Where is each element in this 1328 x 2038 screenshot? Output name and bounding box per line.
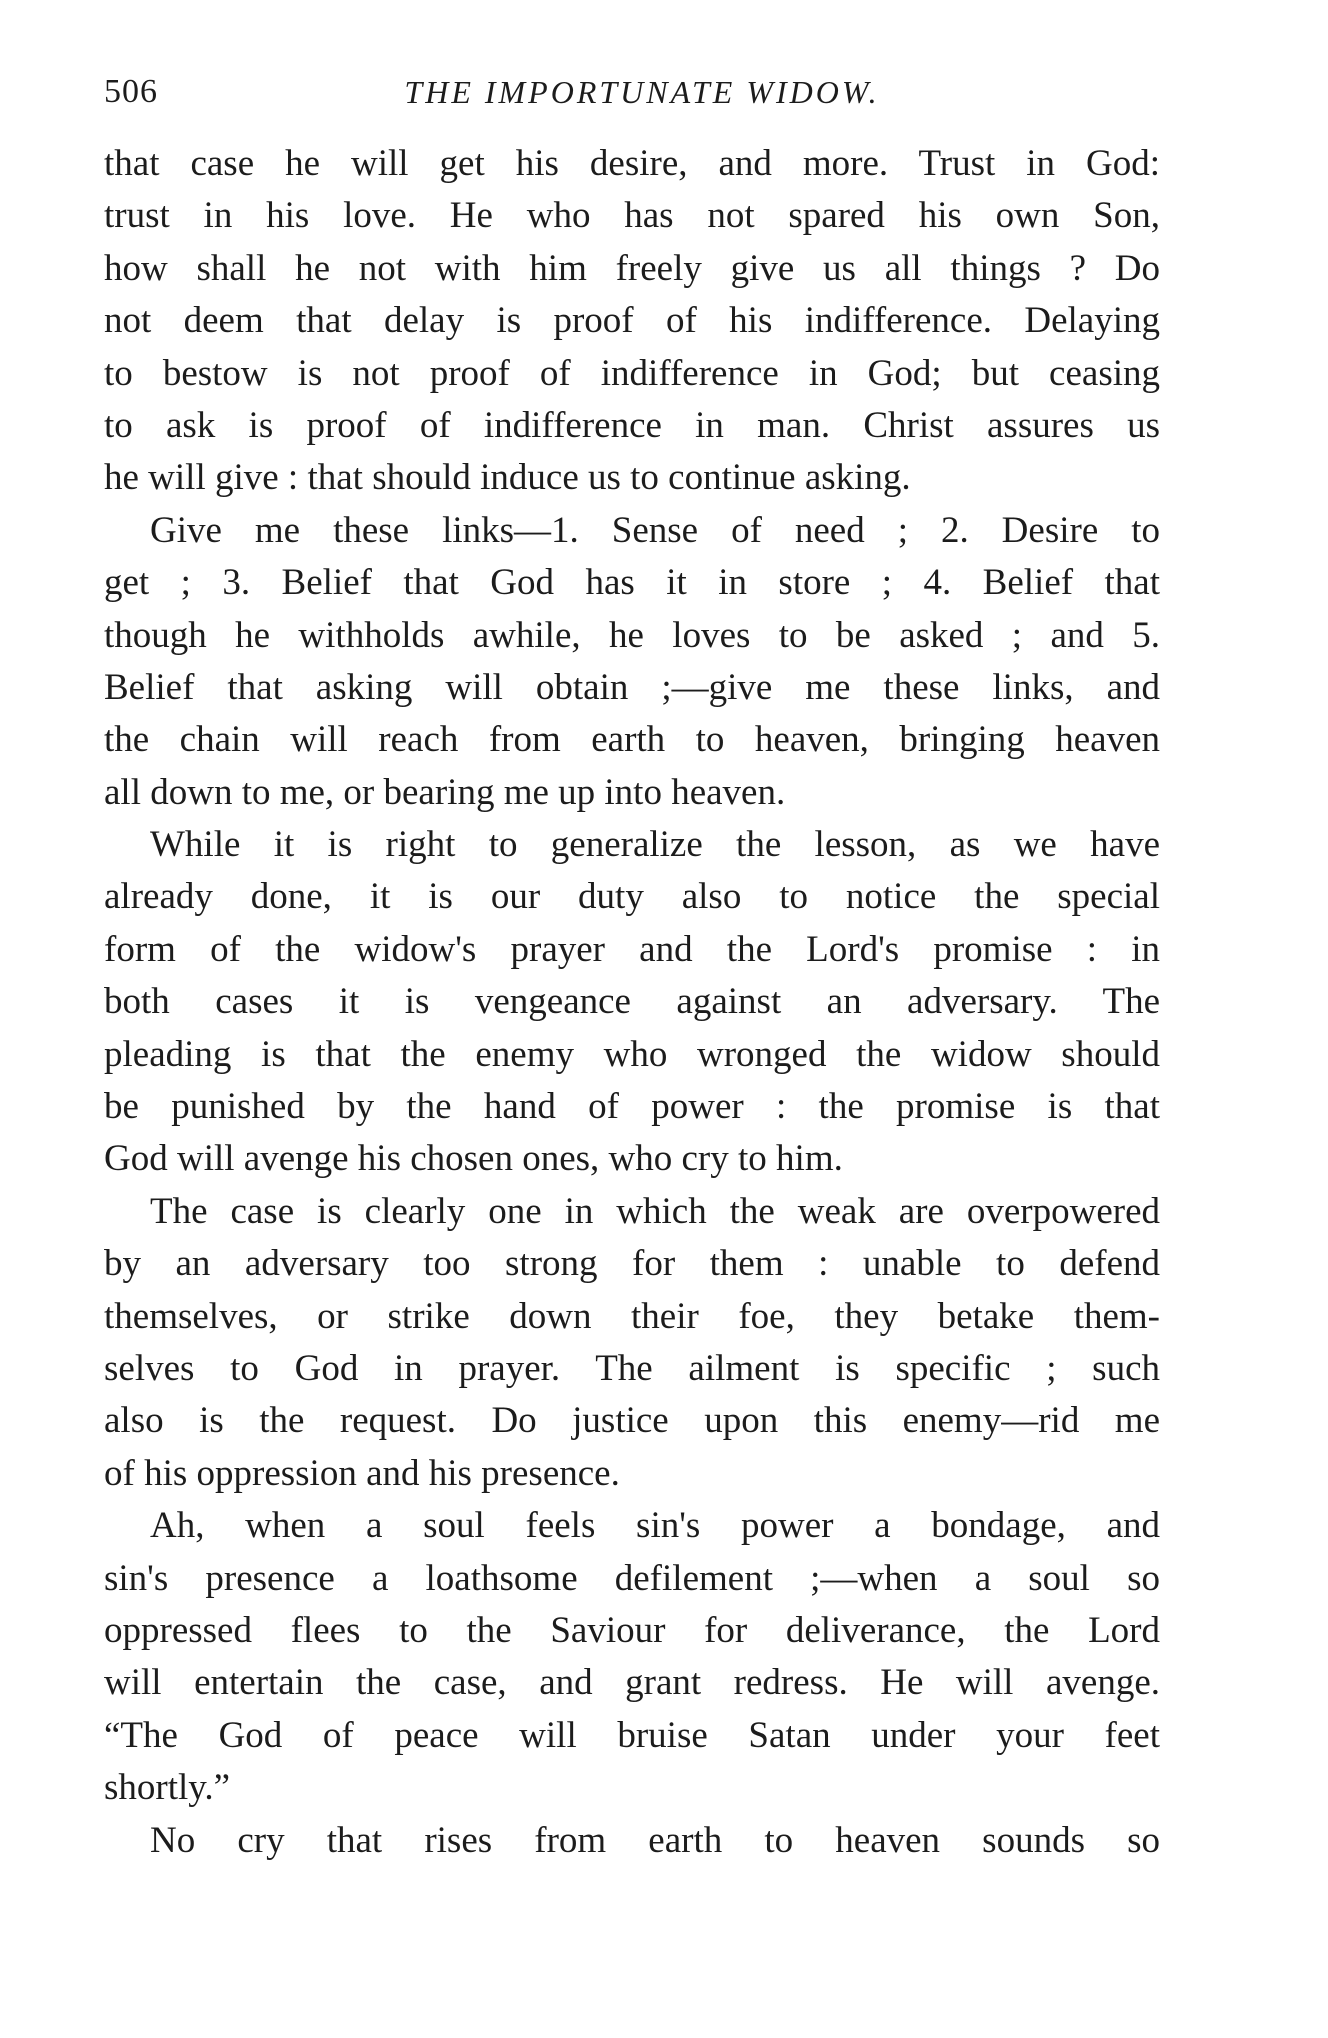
text-line: get ; 3. Belief that God has it in store ; 4. Belief that bbox=[104, 562, 1160, 604]
text-line: The case is clearly one in which the weak are overpowered bbox=[150, 1190, 1160, 1232]
text-line: sin's presence a loathsome defilement ;—when a soul so bbox=[104, 1557, 1160, 1599]
page-number: 506 bbox=[104, 73, 158, 110]
text-line: by an adversary too strong for them : unable to defend bbox=[104, 1243, 1160, 1285]
text-line: already done, it is our duty also to notice the special bbox=[104, 876, 1160, 918]
text-line: While it is right to generalize the lesson, as we have bbox=[150, 824, 1160, 866]
text-line: though he withholds awhile, he loves to be asked ; and 5. bbox=[104, 614, 1160, 656]
text-line: God will avenge his chosen ones, who cry to him. bbox=[104, 1138, 843, 1180]
text-line: themselves, or strike down their foe, they betake them- bbox=[104, 1295, 1160, 1337]
text-line: of his oppression and his presence. bbox=[104, 1452, 620, 1494]
page-header bbox=[104, 62, 1160, 122]
text-line: both cases it is vengeance against an adversary. The bbox=[104, 981, 1160, 1023]
text-line: how shall he not with him freely give us all things ? Do bbox=[104, 247, 1160, 289]
text-line: will entertain the case, and grant redress. He will avenge. bbox=[104, 1662, 1160, 1704]
running-title: THE IMPORTUNATE WIDOW. bbox=[404, 74, 880, 110]
text-line: form of the widow's prayer and the Lord's promise : in bbox=[104, 928, 1160, 970]
text-line: Belief that asking will obtain ;—give me these links, and bbox=[104, 666, 1160, 708]
text-line: Give me these links—1. Sense of need ; 2. Desire to bbox=[150, 509, 1160, 551]
text-line: No cry that rises from earth to heaven sounds so bbox=[150, 1819, 1160, 1861]
text-line: trust in his love. He who has not spared his own Son, bbox=[104, 195, 1160, 237]
text-line: to bestow is not proof of indifference in God; but ceasing bbox=[104, 352, 1160, 394]
text-line: selves to God in prayer. The ailment is specific ; such bbox=[104, 1347, 1160, 1389]
text-line: oppressed flees to the Saviour for deliverance, the Lord bbox=[104, 1609, 1160, 1651]
text-line: the chain will reach from earth to heaven, bringing heaven bbox=[104, 719, 1160, 761]
text-line: be punished by the hand of power : the promise is that bbox=[104, 1086, 1160, 1128]
text-line: he will give : that should induce us to continue asking. bbox=[104, 457, 911, 499]
text-line: shortly.” bbox=[104, 1767, 231, 1809]
text-line: not deem that delay is proof of his indifference. Delaying bbox=[104, 300, 1160, 342]
text-line: “The God of peace will bruise Satan under your feet bbox=[104, 1714, 1160, 1756]
text-line: to ask is proof of indifference in man. Christ assures us bbox=[104, 404, 1160, 446]
text-line: pleading is that the enemy who wronged the widow should bbox=[104, 1033, 1160, 1075]
text-line: Ah, when a soul feels sin's power a bondage, and bbox=[150, 1505, 1160, 1547]
text-line: also is the request. Do justice upon this enemy—rid me bbox=[104, 1400, 1160, 1442]
text-line: all down to me, or bearing me up into heaven. bbox=[104, 771, 786, 813]
body-text bbox=[104, 138, 1160, 1867]
text-line: that case he will get his desire, and more. Trust in God: bbox=[104, 143, 1160, 184]
